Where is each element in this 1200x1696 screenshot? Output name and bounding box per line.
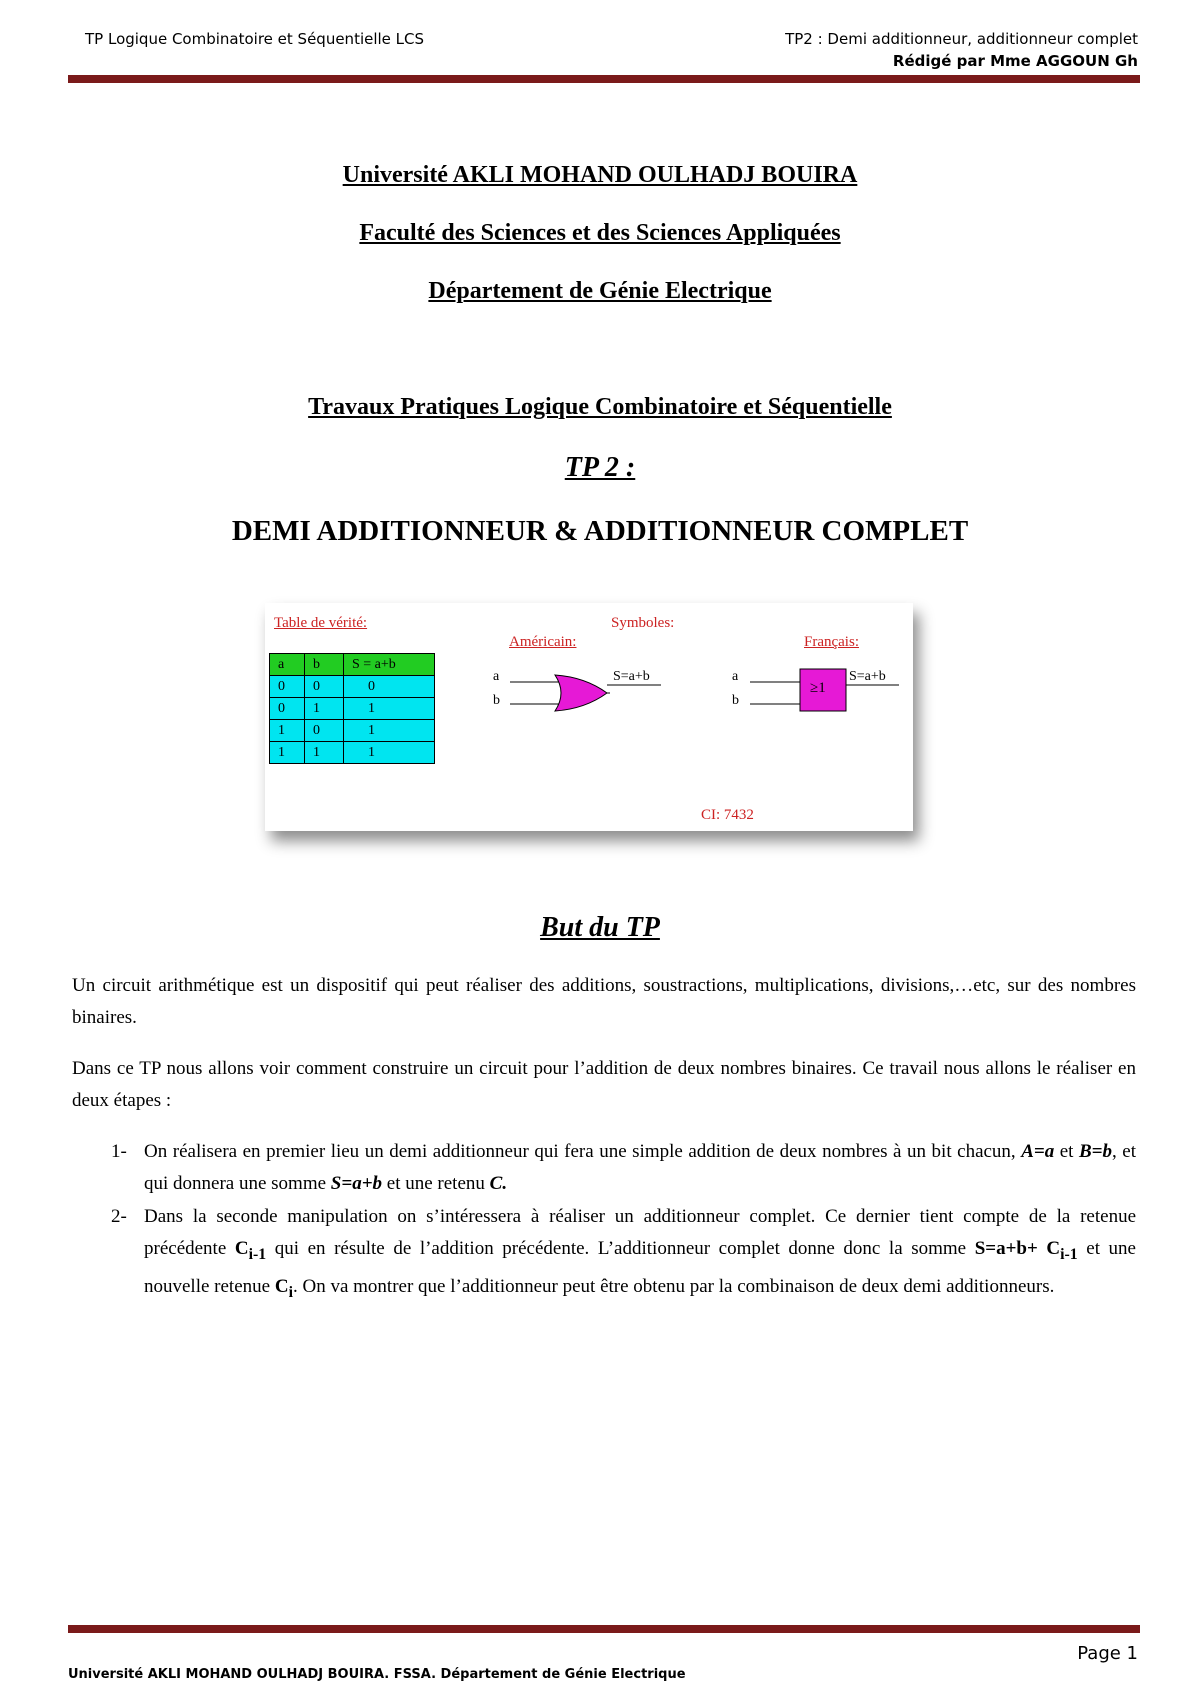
tp-number: TP 2 : [564, 452, 636, 483]
truth-table-cell: 0 [344, 676, 435, 698]
list-item-text: Dans la seconde manipulation on s’intéressera à réaliser un additionneur complet. Ce dernier tient compte de la retenue précédente $C_{i-1}$ qui en résulte de l’addition précédente. L’additionneur complet donne donc la somme $S=a+b+ C_{i-1}$ et une nouvelle retenue $C_i$. On va montrer que l’additionneur peut être obtenu par la combinaison de deux demi additionneurs. [144, 1206, 1136, 1301]
list-item-number: 2- [111, 1206, 127, 1227]
american-input-a-label: a [493, 669, 500, 684]
list-item-number: 1- [111, 1141, 127, 1162]
truth-table-cell: 1 [270, 742, 305, 764]
paragraph-steps: Dans ce TP nous allons voir comment construire un circuit pour l’addition de deux nombres binaires. Ce travail nous allons le réaliser en deux étapes : [72, 1058, 1136, 1111]
truth-table-cell: 1 [344, 720, 435, 742]
department-name: Département de Génie Electrique [428, 278, 772, 304]
french-input-b-label: b [732, 693, 739, 708]
truth-table-cell: 1 [270, 720, 305, 742]
header-right-title: TP2 : Demi additionneur, additionneur complet [785, 30, 1138, 48]
truth-table-cell: 0 [305, 676, 344, 698]
header-rule [68, 75, 1140, 83]
truth-table-header-b: b [305, 654, 344, 676]
american-output-label: S=a+b [613, 669, 650, 684]
header-author: Rédigé par Mme AGGOUN Gh [892, 52, 1138, 70]
american-input-b-label: b [493, 693, 500, 708]
french-input-a-label: a [732, 669, 739, 684]
truth-table-cell: 1 [305, 742, 344, 764]
footer-institution: Université AKLI MOHAND OULHADJ BOUIRA. FSSA. Département de Génie Electrique [68, 1667, 686, 1682]
page-number: Page 1 [1077, 1643, 1138, 1664]
main-title: DEMI ADDITIONNEUR & ADDITIONNEUR COMPLET [231, 515, 969, 547]
truth-table-cell: 1 [344, 742, 435, 764]
french-label: Français: [804, 634, 859, 650]
course-title: Travaux Pratiques Logique Combinatoire et Séquentielle [308, 394, 892, 420]
truth-table-cell: 1 [305, 698, 344, 720]
list-item-text: On réalisera en premier lieu un demi additionneur qui fera une simple addition de deux nombres à un bit chacun, A=a et B=b, et qui donnera une somme S=a+b et une retenu C. [144, 1141, 1136, 1194]
symbols-title: Symboles: [611, 615, 675, 631]
paragraph-intro: Un circuit arithmétique est un dispositif qui peut réaliser des additions, soustractions, multiplications, divisions,…etc, sur des nombres binaires. [72, 975, 1136, 1028]
truth-table-cell: 0 [305, 720, 344, 742]
list-item [111, 1136, 1136, 1200]
ic-label: CI: 7432 [701, 807, 754, 823]
truth-table-title: Table de vérité: [274, 615, 368, 631]
or-gate-figure [265, 603, 913, 831]
section-title: But du TP [540, 912, 660, 943]
faculty-name: Faculté des Sciences et des Sciences Appliquées [359, 220, 841, 246]
french-output-label: S=a+b [849, 669, 886, 684]
french-gate-symbol: ≥1 [810, 680, 826, 696]
american-label: Américain: [509, 634, 577, 650]
footer-rule [68, 1625, 1140, 1633]
american-or-gate-shape [555, 675, 607, 711]
truth-table [269, 653, 435, 764]
truth-table-cell: 0 [270, 676, 305, 698]
header-left-title: TP Logique Combinatoire et Séquentielle LCS [85, 30, 425, 48]
university-name: Université AKLI MOHAND OULHADJ BOUIRA [342, 162, 858, 188]
truth-table-header-a: a [270, 654, 305, 676]
truth-table-header-s: S = a+b [344, 654, 435, 676]
truth-table-cell: 1 [344, 698, 435, 720]
list-item [111, 1201, 1136, 1309]
truth-table-cell: 0 [270, 698, 305, 720]
